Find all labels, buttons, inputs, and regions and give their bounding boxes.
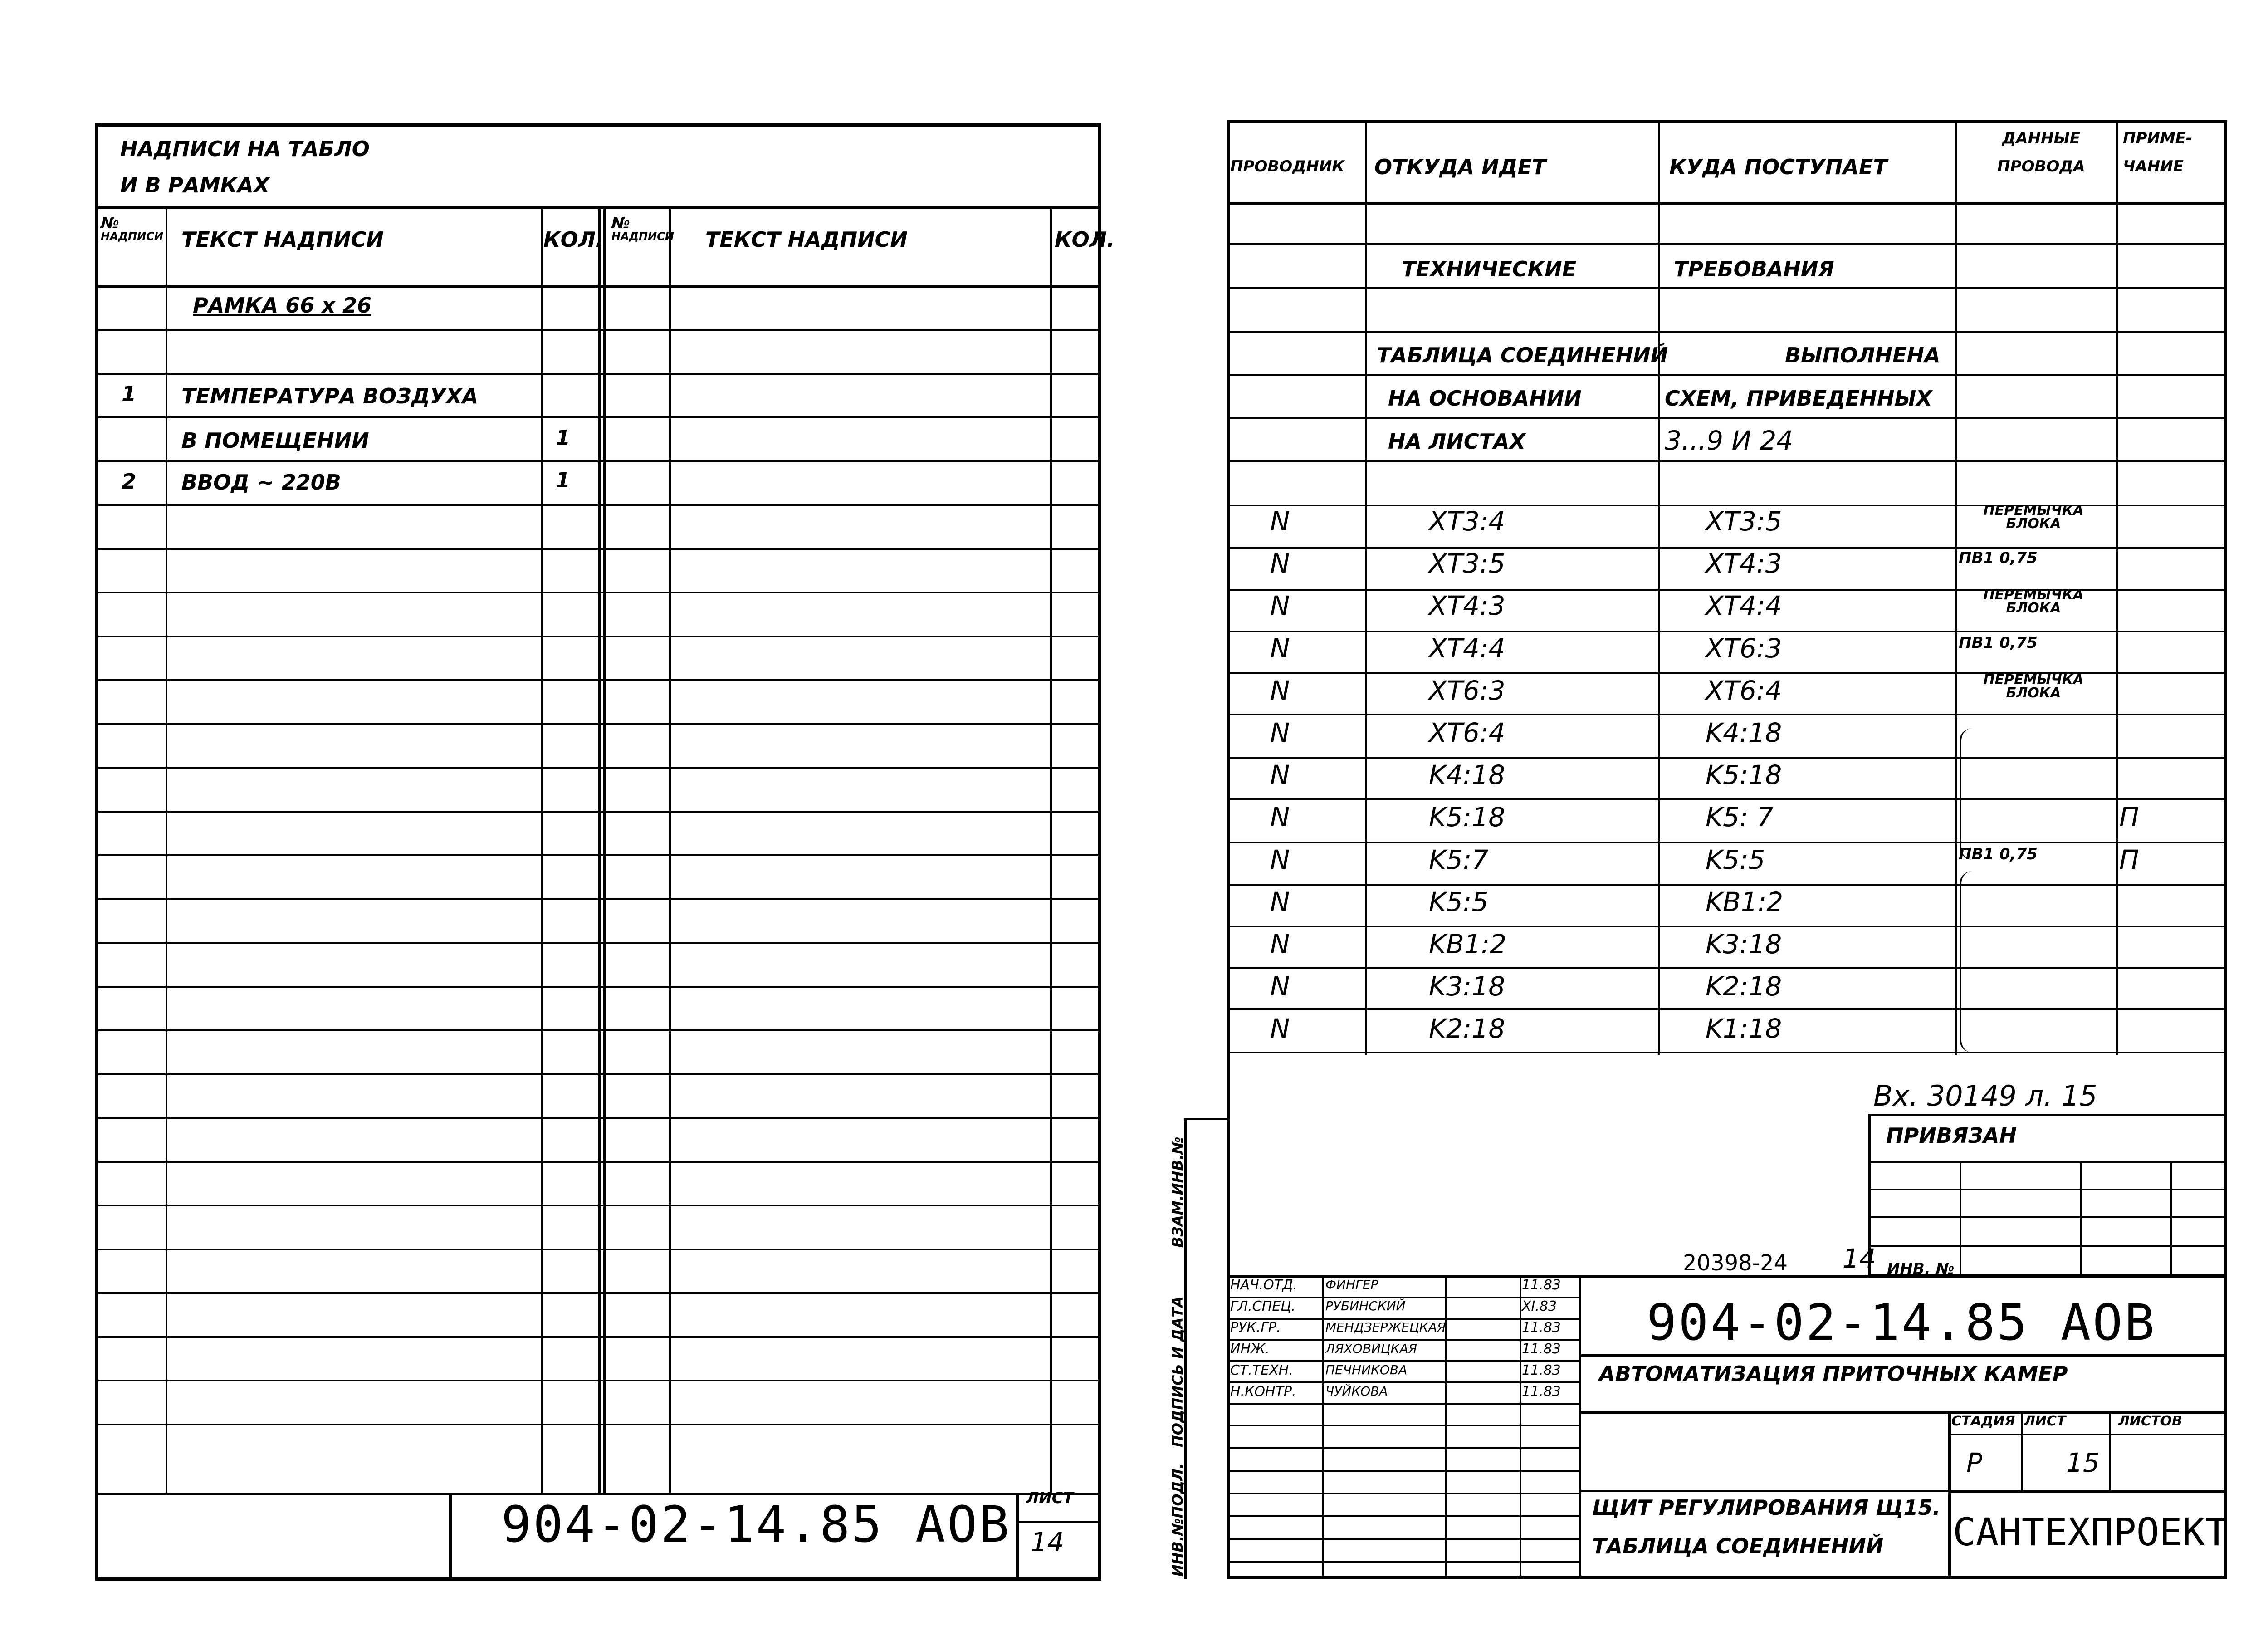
tech-text-1a: ТАБЛИЦА СОЕДИНЕНИЙ: [1377, 343, 1668, 367]
grid-line: [1227, 374, 2227, 376]
grid-line: [1227, 884, 2227, 886]
grid-line: [1227, 757, 2227, 759]
grid-line: [1322, 1275, 1324, 1579]
left-row-qty: 1: [556, 468, 571, 492]
signature-date: XI.83: [1522, 1298, 1557, 1314]
tech-text-3a: НА ЛИСТАХ: [1388, 429, 1526, 454]
data-brace-upper: [1960, 728, 1972, 860]
signature-name: МЕНДЗЕРЖЕЦКАЯ: [1325, 1320, 1446, 1335]
tech-text-2a: НА ОСНОВАНИИ: [1388, 386, 1582, 411]
connection-to: XT4:4: [1706, 590, 1782, 621]
grid-line: [1227, 1360, 1579, 1362]
left-row-text: В ПОМЕЩЕНИИ: [181, 428, 369, 453]
grid-line: [1227, 1425, 1579, 1426]
grid-line: [1868, 1216, 2227, 1218]
grid-line: [1227, 243, 2227, 245]
grid-line: [1948, 1411, 1951, 1579]
connection-wire: N: [1270, 929, 1290, 960]
connection-to: KB1:2: [1706, 887, 1784, 917]
connection-wire: N: [1270, 506, 1290, 537]
signature-name: ЛЯХОВИЦКАЯ: [1325, 1341, 1418, 1356]
connection-data: ПВ1 0,75: [1959, 634, 2038, 652]
connection-wire: N: [1270, 1013, 1290, 1044]
connection-wire: N: [1270, 717, 1290, 748]
signature-name: РУБИНСКИЙ: [1325, 1298, 1406, 1313]
right-col-wire-header: ПРОВОДНИК: [1230, 157, 1345, 176]
connection-data: ПВ1 0,75: [1959, 549, 2038, 567]
left-col-qty1-header: КОЛ.: [543, 227, 604, 252]
connection-to: K3:18: [1706, 929, 1782, 960]
grid-line: [1227, 842, 2227, 843]
grid-line: [1868, 1114, 2227, 1116]
grid-line: [1227, 967, 2227, 969]
grid-line: [1227, 1538, 1579, 1540]
connection-to: K1:18: [1706, 1013, 1782, 1044]
grid-line: [669, 206, 671, 1495]
tech-text-2b: СХЕМ, ПРИВЕДЕННЫХ: [1665, 386, 1932, 411]
grid-line: [1520, 1275, 1521, 1579]
connection-from: XT6:3: [1429, 675, 1505, 706]
grid-line: [1227, 1052, 2227, 1053]
left-caption-line2: И В РАМКАХ: [120, 173, 270, 197]
grid-line: [1227, 798, 2227, 800]
right-col-note-header: ПРИМЕ- ЧАНИЕ: [2123, 129, 2192, 176]
connection-to: XT6:3: [1706, 633, 1782, 664]
connection-from: K2:18: [1429, 1013, 1505, 1044]
left-col-text1-header: ТЕКСТ НАДПИСИ: [181, 227, 384, 252]
grid-line: [1016, 1521, 1101, 1523]
connection-to: K5:5: [1706, 844, 1765, 875]
grid-line: [598, 206, 601, 1495]
connection-data: ПЕРЕМЫЧКА БЛОКА: [1983, 587, 2084, 616]
connection-from: K5:5: [1429, 887, 1489, 917]
connection-to: K2:18: [1706, 971, 1782, 1002]
connection-to: XT4:3: [1706, 548, 1782, 579]
left-row-qty: 1: [556, 426, 571, 450]
signature-name: ПЕЧНИКОВА: [1325, 1362, 1408, 1377]
grid-line: [1227, 714, 2227, 715]
connection-from: XT3:4: [1429, 506, 1505, 537]
side-label-inv-podl: ИНВ.№ПОДЛ.: [1169, 1463, 1186, 1577]
connection-wire: N: [1270, 971, 1290, 1002]
stamp-subject-line2: ТАБЛИЦА СОЕДИНЕНИЙ: [1592, 1534, 1884, 1558]
connection-wire: N: [1270, 675, 1290, 706]
grid-line: [1227, 460, 2227, 462]
connection-from: XT4:4: [1429, 633, 1505, 664]
grid-line: [2021, 1411, 2023, 1490]
signature-role: ИНЖ.: [1230, 1341, 1270, 1357]
signature-role: НАЧ.ОТД.: [1230, 1277, 1298, 1293]
grid-line: [1227, 331, 2227, 333]
stamp-sheet-value: 15: [2066, 1447, 2100, 1478]
signature-name: ЧУЙКОВА: [1325, 1384, 1388, 1399]
connection-from: K3:18: [1429, 971, 1505, 1002]
grid-line: [1579, 1354, 2227, 1357]
grid-line: [1227, 1493, 1579, 1494]
signature-name: ФИНГЕР: [1325, 1277, 1378, 1292]
stamp-subject-line1: ЩИТ РЕГУЛИРОВАНИЯ Щ15.: [1592, 1495, 1941, 1520]
grid-line: [166, 206, 167, 1495]
inv-no-label: ИНВ. №: [1887, 1260, 1955, 1278]
grid-line: [2109, 1411, 2111, 1490]
left-col-num2-header: № НАДПИСИ: [611, 214, 674, 243]
left-row-text: ТЕМПЕРАТУРА ВОЗДУХА: [181, 384, 479, 408]
connection-to: K5:18: [1706, 759, 1782, 790]
grid-line: [603, 206, 606, 1495]
grid-line: [1227, 202, 2227, 205]
grid-line: [1227, 1515, 1579, 1517]
signature-date: 11.83: [1522, 1362, 1561, 1378]
grid-line: [1227, 417, 2227, 419]
connection-to: XT3:5: [1706, 506, 1782, 537]
right-col-data-header: ДАННЫЕ ПРОВОДА: [1997, 129, 2085, 176]
grid-line: [1868, 1161, 2227, 1163]
stamp-stage-label: СТАДИЯ: [1951, 1413, 2015, 1429]
grid-line: [1948, 1490, 2227, 1493]
left-col-num1-header: № НАДПИСИ: [101, 214, 163, 243]
data-brace-lower: [1960, 871, 1972, 1053]
left-stamp-sheet-label: ЛИСТ: [1026, 1489, 1074, 1507]
grid-line: [1868, 1245, 2227, 1247]
connection-data: ПВ1 0,75: [1959, 845, 2038, 863]
connection-to: XT6:4: [1706, 675, 1782, 706]
left-row-text: РАМКА 66 x 26: [193, 293, 372, 318]
signature-role: Н.КОНТР.: [1230, 1384, 1296, 1400]
left-col-qty2-header: КОЛ.: [1055, 227, 1115, 252]
connection-from: XT4:3: [1429, 590, 1505, 621]
connection-from: K5:18: [1429, 802, 1505, 833]
tech-title-1: ТЕХНИЧЕСКИЕ: [1402, 257, 1577, 281]
tech-title-2: ТРЕБОВАНИЯ: [1674, 257, 1834, 281]
tech-text-3b: 3...9 И 24: [1665, 425, 1794, 456]
connection-from: K5:7: [1429, 844, 1489, 875]
signature-date: 11.83: [1522, 1277, 1561, 1293]
grid-line: [1365, 120, 1367, 1055]
left-row-num: 1: [122, 382, 137, 406]
grid-line: [2116, 120, 2118, 1055]
grid-line: [1948, 1434, 2227, 1435]
grid-line: [1955, 120, 1957, 1055]
grid-line: [1227, 1470, 1579, 1472]
left-stamp-code: 904-02-14.85 АОВ: [501, 1495, 1011, 1553]
connection-from: KB1:2: [1429, 929, 1507, 960]
connection-wire: N: [1270, 887, 1290, 917]
stamp-stage-value: Р: [1966, 1447, 1982, 1478]
signature-role: СТ.ТЕХН.: [1230, 1362, 1293, 1378]
signature-role: ГЛ.СПЕЦ.: [1230, 1298, 1296, 1314]
grid-line: [1227, 1447, 1579, 1449]
grid-line: [1227, 631, 2227, 632]
grid-line: [1184, 1118, 1227, 1120]
connection-wire: N: [1270, 844, 1290, 875]
privyazan-label: ПРИВЯЗАН: [1886, 1123, 2017, 1148]
signature-date: 11.83: [1522, 1341, 1561, 1357]
stamp-sheets-label: ЛИСТОВ: [2118, 1413, 2182, 1429]
grid-line: [1960, 1161, 1961, 1275]
grid-line: [1579, 1490, 1948, 1492]
grid-line: [1227, 1561, 1579, 1563]
grid-line: [541, 206, 543, 1495]
connection-note: П: [2119, 802, 2139, 833]
grid-line: [1050, 206, 1052, 1495]
signature-date: 11.83: [1522, 1384, 1561, 1400]
grid-line: [449, 1493, 452, 1581]
grid-line: [1868, 1189, 2227, 1190]
side-label-signature-date: ПОДПИСЬ И ДАТА: [1169, 1296, 1186, 1447]
right-col-from-header: ОТКУДА ИДЕТ: [1374, 155, 1546, 179]
grid-line: [1227, 1403, 1579, 1405]
right-stamp-project: АВТОМАТИЗАЦИЯ ПРИТОЧНЫХ КАМЕР: [1599, 1362, 2068, 1386]
connection-data: ПЕРЕМЫЧКА БЛОКА: [1983, 672, 2084, 701]
stamp-sheet-label: ЛИСТ: [2024, 1413, 2066, 1429]
grid-line: [1658, 120, 1660, 1055]
tech-text-1b: ВЫПОЛНЕНА: [1785, 343, 1941, 367]
connection-wire: N: [1270, 633, 1290, 664]
grid-line: [1227, 926, 2227, 927]
connection-from: XT3:5: [1429, 548, 1505, 579]
connection-note: П: [2119, 844, 2139, 875]
signature-date: 11.83: [1522, 1320, 1561, 1336]
left-stamp-sheet-no: 14: [1031, 1527, 1064, 1558]
connection-to: K4:18: [1706, 717, 1782, 748]
left-caption-line1: НАДПИСИ НА ТАБЛО: [120, 137, 370, 161]
grid-line: [2170, 1161, 2172, 1275]
handwritten-reference: Вх. 30149 л. 15: [1873, 1079, 2097, 1112]
connection-wire: N: [1270, 759, 1290, 790]
connection-to: K5: 7: [1706, 802, 1774, 833]
signature-role: РУК.ГР.: [1230, 1320, 1281, 1336]
connection-from: XT6:4: [1429, 717, 1505, 748]
side-label-vzam-inv: ВЗАМ.ИНВ.№: [1169, 1136, 1186, 1248]
connection-wire: N: [1270, 802, 1290, 833]
archive-number: 20398-24: [1683, 1250, 1788, 1276]
grid-line: [1227, 287, 2227, 289]
grid-line: [1016, 1493, 1019, 1581]
stamp-organization: САНТЕХПРОЕКТ: [1953, 1510, 2228, 1554]
grid-line: [2080, 1161, 2082, 1275]
connection-data: ПЕРЕМЫЧКА БЛОКА: [1983, 503, 2084, 532]
right-col-to-header: КУДА ПОСТУПАЕТ: [1669, 155, 1887, 179]
left-col-text2-header: ТЕКСТ НАДПИСИ: [705, 227, 908, 252]
grid-line: [1227, 1381, 1579, 1383]
connection-from: K4:18: [1429, 759, 1505, 790]
connection-wire: N: [1270, 548, 1290, 579]
grid-line: [1227, 1008, 2227, 1010]
grid-line: [1579, 1275, 1581, 1579]
grid-line: [1227, 1118, 1230, 1579]
left-row-text: ВВОД ~ 220В: [181, 470, 341, 495]
right-stamp-code: 904-02-14.85 АОВ: [1647, 1293, 2156, 1352]
left-row-num: 2: [122, 469, 137, 494]
archive-sheet: 14: [1843, 1243, 1876, 1274]
connection-wire: N: [1270, 590, 1290, 621]
